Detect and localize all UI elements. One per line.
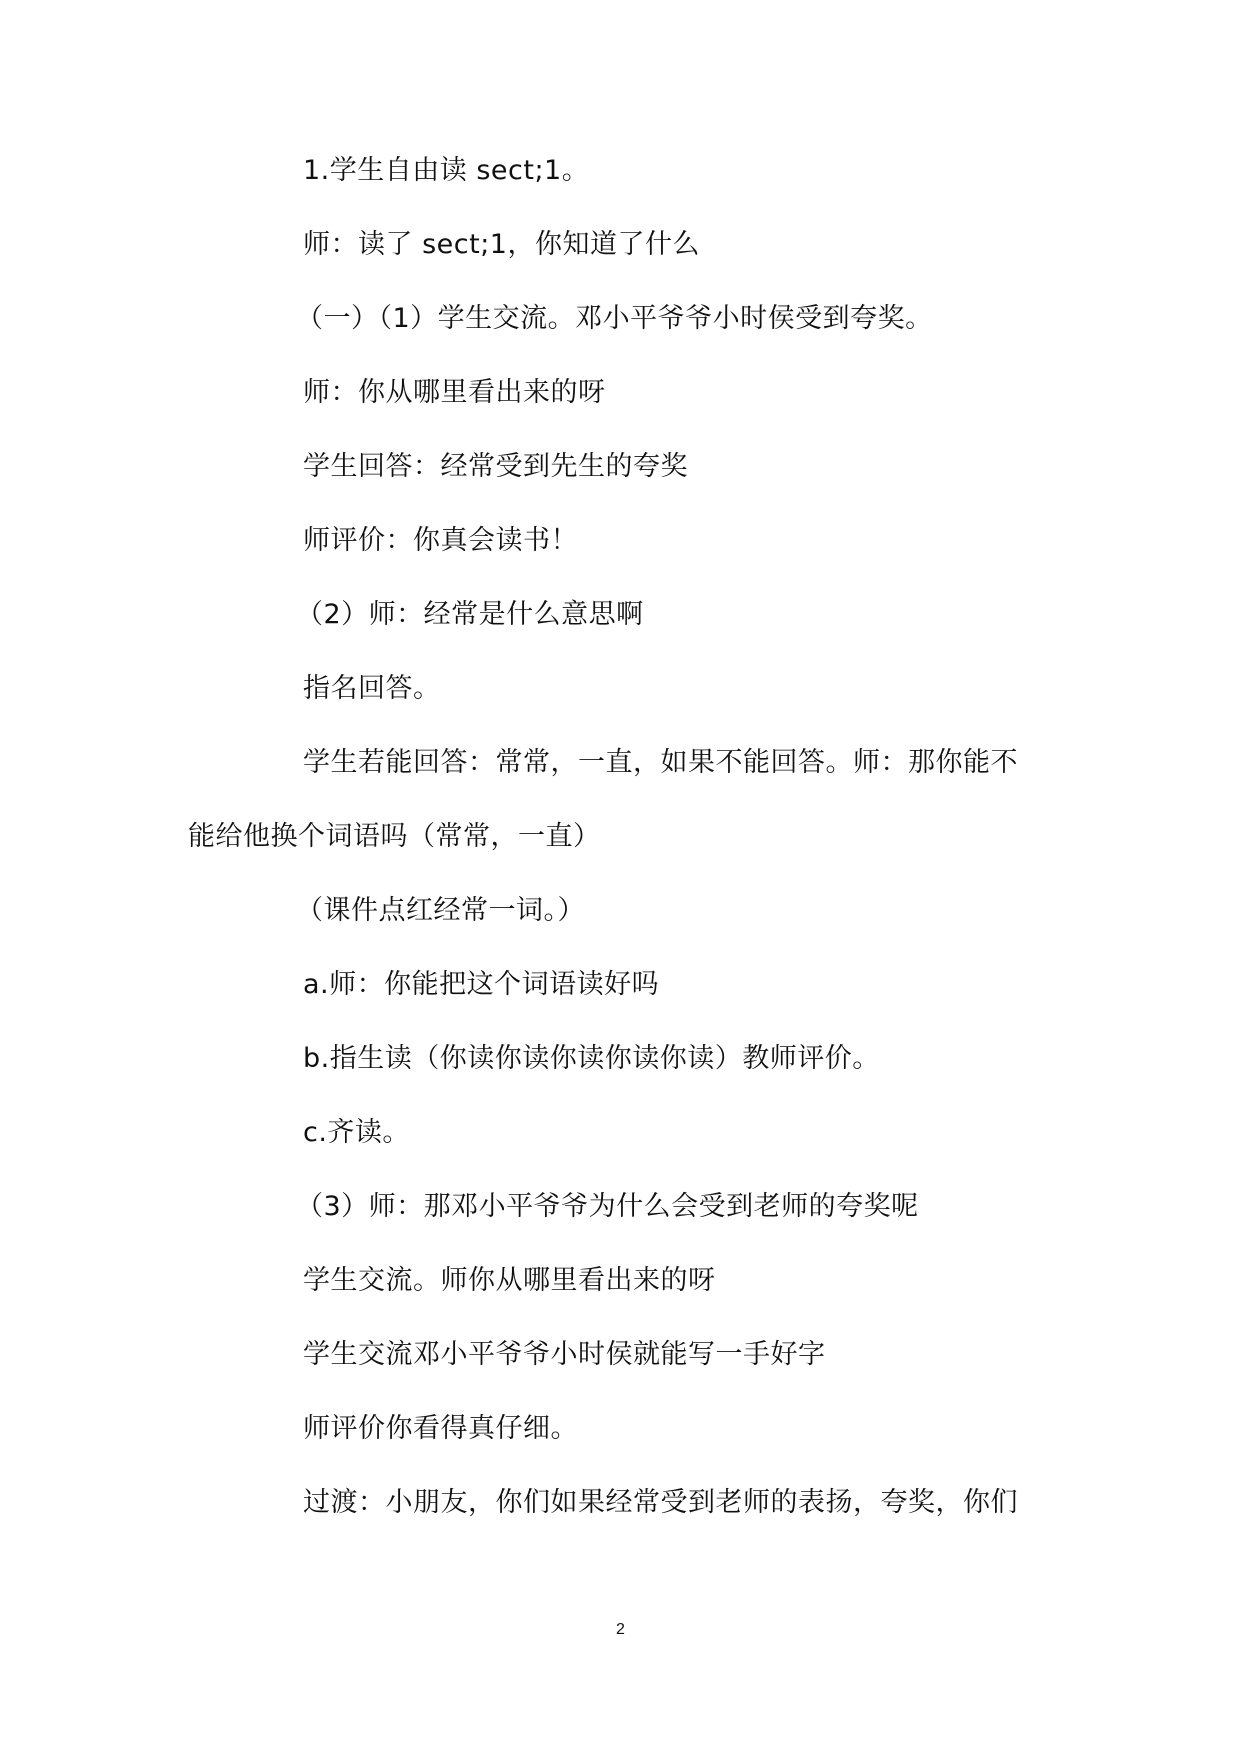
paragraph-7: （2）师：经常是什么意思啊: [296, 599, 644, 630]
paragraph-9-continued: 能给他换个词语吗（常常，一直）: [188, 821, 601, 852]
paragraph-11: a.师：你能把这个词语读好吗: [303, 969, 660, 1000]
paragraph-5: 学生回答：经常受到先生的夸奖: [303, 451, 688, 482]
paragraph-10: （课件点红经常一词。）: [296, 895, 585, 926]
paragraph-17: 师评价你看得真仔细。: [303, 1413, 578, 1444]
paragraph-2: 师：读了 sect;1，你知道了什么: [303, 229, 700, 260]
paragraph-4: 师：你从哪里看出来的呀: [303, 377, 606, 408]
paragraph-1: 1.学生自由读 sect;1。: [303, 155, 590, 186]
paragraph-12: b.指生读（你读你读你读你读你读）教师评价。: [303, 1043, 880, 1074]
paragraph-14: （3）师：那邓小平爷爷为什么会受到老师的夸奖呢: [296, 1191, 919, 1222]
paragraph-3: （一）（1）学生交流。邓小平爷爷小时侯受到夸奖。: [296, 303, 933, 334]
paragraph-15: 学生交流。师你从哪里看出来的呀: [303, 1265, 716, 1296]
paragraph-13: c.齐读。: [303, 1117, 410, 1148]
paragraph-18: 过渡：小朋友，你们如果经常受到老师的表扬，夸奖，你们: [303, 1487, 1018, 1518]
page-number: 2: [616, 1621, 625, 1638]
paragraph-8: 指名回答。: [303, 673, 441, 704]
paragraph-6: 师评价：你真会读书！: [303, 525, 578, 556]
paragraph-9: 学生若能回答：常常，一直，如果不能回答。师：那你能不: [303, 747, 1018, 778]
paragraph-16: 学生交流邓小平爷爷小时侯就能写一手好字: [303, 1339, 826, 1370]
